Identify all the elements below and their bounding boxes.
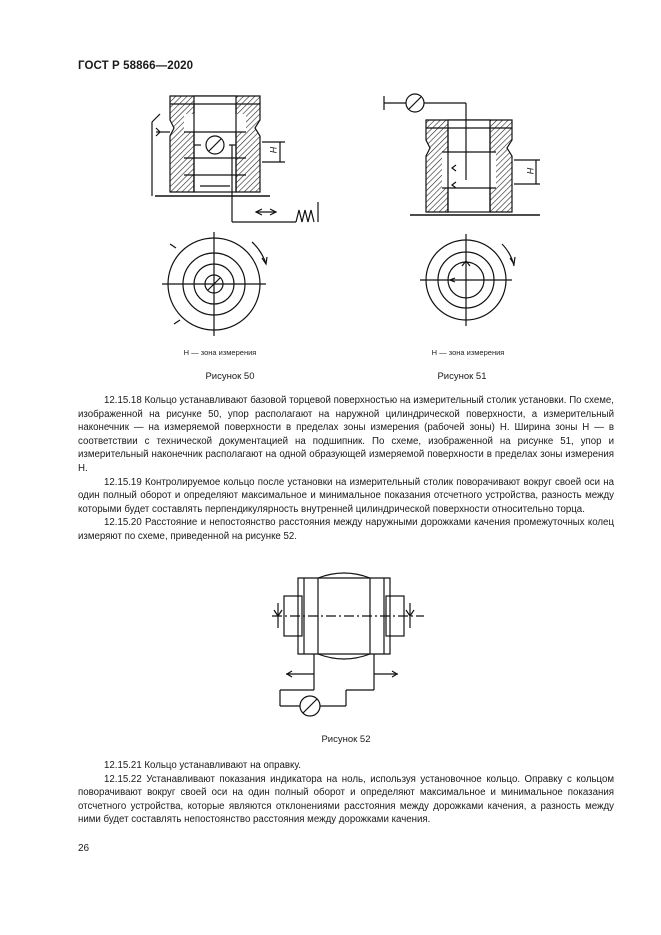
fig50-caption: Рисунок 50 [205,371,255,382]
paragraph-12-15-21: 12.15.21 Кольцо устанавливают на оправку. [104,760,301,771]
paragraph-12-15-22: 12.15.22 Устанавливают показания индикатора на ноль, используя установочное кольцо. Оправку с кольцом поворачивают вокруг своей оси на один полный оборот и определяют максимальное и минимальное показания отсчетного устройства, которые являются отклонениями расстояния между дорожками качения, а разность между ними будет составлять непостоянство расстояния между дорожками качения. [78,773,614,826]
fig52-drawing [272,573,424,716]
fig51-caption: Рисунок 51 [437,371,487,382]
body-text-bottom [78,759,614,827]
page-number: 26 [78,843,90,854]
fig51-section [384,94,540,215]
document-header: ГОСТ Р 58866—2020 [78,60,194,72]
fig51-top-view [420,234,515,326]
fig50-dim-label: H [268,146,279,154]
paragraph-12-15-18: 12.15.18 Кольцо устанавливают базовой торцевой поверхностью на измерительный столик установки. По схеме, изображенной на рисунке 50, упор располагают на наружной цилиндрической поверхности, а измерительный наконечник — на измеряемой поверхности в пределах зоны измерения (рабочей зоны) H. Ширина зоны H — в соответствии с технической документацией на подшипник. По схеме, изображенной на рисунке 51, упор и измерительный наконечник располагают на одной образующей измеряемой поверхности в пределах зоны измерения H. [78,395,614,474]
paragraph-12-15-19: 12.15.19 Контролируемое кольцо после установки на измерительный столик поворачивают вокруг своей оси на один полный оборот и определяют максимальное и минимальное показания отсчетного устройства, разность между которыми будет составлять перпендикулярность внутренней цилиндрической поверхности относительно торца. [78,476,614,515]
fig50-note: H — зона измерения [183,348,257,357]
body-text-top [78,394,614,544]
fig51-dim-label: H [525,167,536,175]
fig52-caption: Рисунок 52 [321,734,371,745]
fig50-section [152,96,318,222]
fig51-note: H — зона измерения [431,348,505,357]
paragraph-12-15-20: 12.15.20 Расстояние и непостоянство расстояния между наружными дорожками качения промежуточных колец измеряют по схеме, приведенной на рисунке 52. [78,517,614,542]
fig50-top-view [162,232,267,336]
